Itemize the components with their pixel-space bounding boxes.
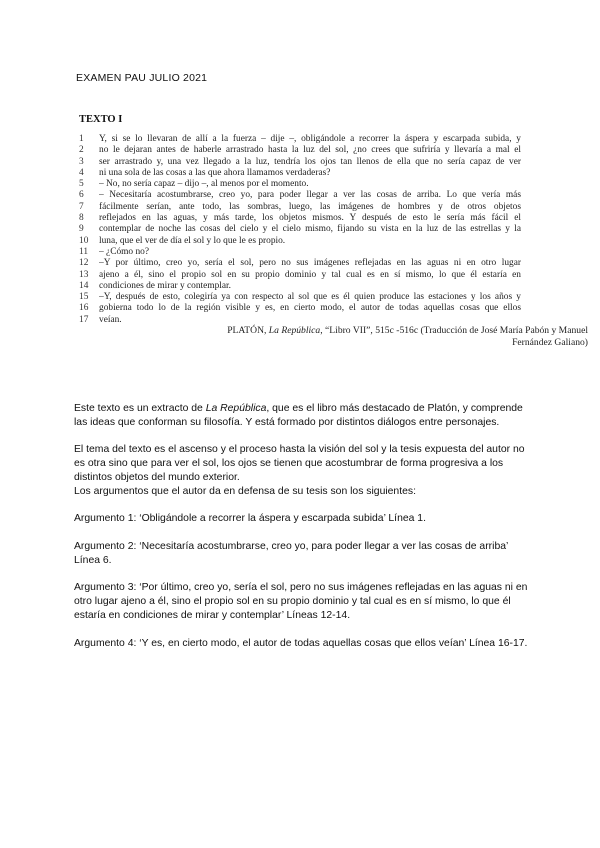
line-text: – Necesitaría acostumbrarse, creo yo, para poder llegar a ver las cosas de arriba. Lo que vería más xyxy=(99,190,521,201)
citation-line2: Fernández Galiano) xyxy=(512,337,588,348)
argument-1: Argumento 1: ‘Obligándole a recorrer la áspera y escarpada subida’ Línea 1. xyxy=(74,513,426,525)
exam-title: EXAMEN PAU JULIO 2021 xyxy=(76,72,208,84)
line-text: – No, no sería capaz – dijo –, al menos por el momento. xyxy=(99,179,309,190)
line-text: gobierna todo lo de la región visible y es, en cierto modo, el autor de todas aquellas cosas que ellos xyxy=(99,303,521,314)
text-line xyxy=(79,179,521,190)
text-line xyxy=(79,303,521,314)
line-number: 9 xyxy=(79,224,84,235)
citation-work: La República xyxy=(268,325,321,336)
line-number: 14 xyxy=(79,280,89,291)
text-line xyxy=(79,258,521,269)
citation-author: PLATÓN, xyxy=(227,325,269,336)
argument-2: Argumento 2: ‘Necesitaría acostumbrarse, creo yo, para poder llegar a ver las cosas de arriba’ Línea 6. xyxy=(74,540,508,566)
line-text: luna, que el ver de día el sol y lo que le es propio. xyxy=(99,235,286,246)
theme-paragraph: El tema del texto es el ascenso y el proceso hasta la visión del sol y la tesis expuesta del autor no es otra sino que para ver el sol, los ojos se tienen que acostumbrar de forma progresiva a los distintos objetos del mundo exterior. xyxy=(74,444,525,483)
text-line xyxy=(79,224,521,235)
line-number: 15 xyxy=(79,292,89,303)
intro-text-b: , que es el libro más destacado de Platón, y comprende las ideas que conforman su filosofía. Y está formado por distintos diálogos entre personajes. xyxy=(74,403,523,428)
line-number: 11 xyxy=(79,246,89,257)
line-text: –Y, después de esto, colegiría ya con respecto al sol que es él quien produce las estaciones y los años y xyxy=(99,292,521,303)
text-line xyxy=(79,134,521,145)
line-number: 2 xyxy=(79,145,84,156)
line-text: Y, si se lo llevaran de allí a la fuerza – dije –, obligándole a recorrer la áspera y escarpada subida, y xyxy=(99,134,521,144)
line-text: reflejados en las aguas, y más tarde, los objetos mismos. Y después de esto le sería más fácil el xyxy=(99,213,521,224)
intro-text-a: Este texto es un extracto de xyxy=(74,403,206,414)
argument-3: Argumento 3: ‘Por último, creo yo, sería el sol, pero no sus imágenes reflejadas en las aguas ni en otro lugar ajeno a él, sino el propio sol en su propio dominio y tal cual es en sí mismo, lo que él estaría en condiciones de mirar y contemplar’ Líneas 12-14. xyxy=(74,582,528,621)
text-line xyxy=(79,213,521,224)
line-text: no le dejaran antes de haberle arrastrado hasta la luz del sol, ¿no crees que sufriría y llevaría a mal el xyxy=(99,145,521,156)
text-line xyxy=(79,190,521,201)
line-number: 7 xyxy=(79,201,84,212)
numbered-text-block xyxy=(79,134,521,326)
line-text: veían. xyxy=(99,314,122,325)
line-number: 16 xyxy=(79,303,89,314)
line-number: 6 xyxy=(79,190,84,201)
text-line xyxy=(79,236,521,247)
text-heading: TEXTO I xyxy=(79,114,123,125)
intro-work-title: La República xyxy=(205,403,267,414)
citation-rest: , “Libro VII”, 515c -516c (Traducción de José María Pabón y Manuel xyxy=(320,325,588,336)
line-number: 13 xyxy=(79,269,89,280)
line-text: contemplar de noche las cosas del cielo y el cielo mismo, fijando su vista en la luz de las estrellas y la xyxy=(99,224,521,235)
text-line xyxy=(79,281,521,292)
line-number: 17 xyxy=(79,314,89,325)
line-number: 8 xyxy=(79,213,84,224)
line-number: 5 xyxy=(79,179,84,190)
citation xyxy=(140,325,588,349)
text-line xyxy=(79,168,521,179)
line-number: 4 xyxy=(79,167,84,178)
line-number: 1 xyxy=(79,134,84,144)
line-text: – ¿Cómo no? xyxy=(99,246,149,257)
line-text: ser arrastrado y, una vez llegado a la luz, tendría los ojos tan llenos de ella que no sería capaz de ver xyxy=(99,156,521,167)
line-number: 3 xyxy=(79,156,84,167)
text-line xyxy=(79,202,521,213)
analysis-body xyxy=(74,402,529,664)
intro-paragraph xyxy=(74,402,529,430)
text-line xyxy=(79,145,521,156)
argument-4: Argumento 4: ‘Y es, en cierto modo, el autor de todas aquellas cosas que ellos veían’ Línea 16-17. xyxy=(74,637,528,649)
text-line xyxy=(79,247,521,258)
line-text: ni una sola de las cosas a las que ahora llamamos verdaderas? xyxy=(99,167,331,178)
line-number: 12 xyxy=(79,258,89,269)
text-line xyxy=(79,157,521,168)
line-text: fácilmente serían, ante todo, las sombras, luego, las imágenes de hombres y de otros objetos xyxy=(99,201,521,212)
text-line xyxy=(79,270,521,281)
line-number: 10 xyxy=(79,235,89,246)
line-text: condiciones de mirar y contemplar. xyxy=(99,280,231,291)
text-line xyxy=(79,292,521,303)
line-text: ajeno a él, sino el propio sol en su propio dominio y tal cual es en sí mismo, lo que él estaría en xyxy=(99,269,521,280)
line-text: –Y por último, creo yo, sería el sol, pero no sus imágenes reflejadas en las aguas ni en otro lugar xyxy=(99,258,521,269)
arguments-intro: Los argumentos que el autor da en defensa de su tesis son los siguientes: xyxy=(74,485,416,497)
